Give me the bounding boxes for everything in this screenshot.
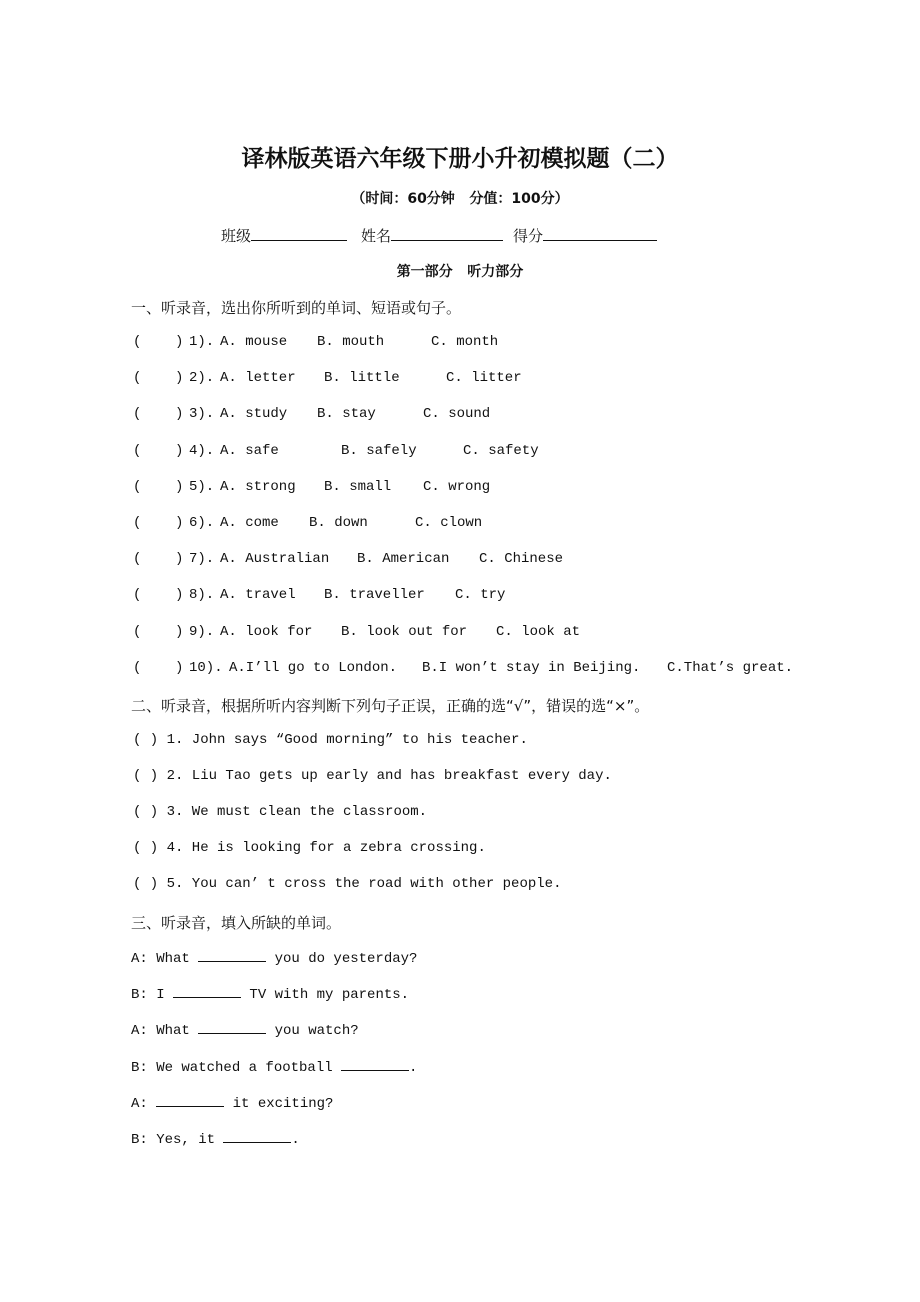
answer-blank[interactable]: ( ) — [133, 515, 184, 531]
dialogue-line — [131, 1021, 359, 1039]
option-a: A. look for — [220, 623, 313, 640]
answer-blank[interactable]: ( ) — [133, 587, 184, 604]
answer-blank[interactable]: ( ) — [133, 478, 184, 495]
line-text: B: We watched a football — [131, 1059, 342, 1076]
answer-blank[interactable]: ( ) — [133, 659, 184, 676]
fill-in-blank[interactable] — [223, 1130, 291, 1143]
judgement-item: ( ) 5. You can’ t cross the road with other people. — [133, 876, 562, 893]
fill-in-blank[interactable] — [156, 1094, 224, 1107]
dialogue-line — [131, 1058, 417, 1076]
option-b: B. down — [309, 515, 368, 531]
option-a: A. travel — [220, 587, 296, 604]
score-label: 得分 — [513, 227, 544, 245]
answer-blank[interactable]: ( ) — [133, 406, 184, 423]
option-b: B. American — [357, 551, 450, 568]
exam-time-score: （时间：60分钟 分值：100分） — [351, 191, 569, 207]
option-b: B.I won’t stay in Beijing. — [422, 659, 641, 676]
dialogue-line — [131, 949, 417, 967]
option-c: C. clown — [415, 515, 483, 531]
option-c: C. wrong — [423, 478, 491, 495]
option-a: A. Australian — [220, 551, 330, 568]
dialogue-line — [131, 985, 409, 1003]
part-heading: 第一部分 听力部分 — [396, 264, 524, 280]
question-number: 10). — [189, 659, 223, 676]
class-label: 班级 — [221, 227, 252, 245]
line-text: B: Yes, it — [131, 1132, 224, 1148]
answer-blank[interactable]: ( ) — [133, 370, 184, 387]
option-c: C. sound — [423, 406, 491, 423]
option-b: B. mouth — [317, 334, 385, 350]
question-number: 2). — [189, 370, 215, 387]
option-c: C. month — [431, 334, 499, 350]
option-c: C. safety — [463, 442, 539, 459]
line-text: it exciting? — [224, 1095, 334, 1112]
option-b: B. stay — [317, 406, 376, 423]
line-text: A: What — [131, 1023, 199, 1040]
question-number: 8). — [189, 587, 215, 604]
class-field[interactable] — [251, 226, 347, 241]
line-text: you do yesterday? — [266, 951, 418, 967]
question-number: 7). — [189, 551, 215, 568]
fill-in-blank[interactable] — [173, 985, 241, 998]
fill-in-blank[interactable] — [198, 1021, 266, 1034]
option-a: A. strong — [220, 478, 296, 495]
answer-blank[interactable]: ( ) — [133, 551, 184, 568]
option-a: A. study — [220, 406, 288, 423]
question-number: 4). — [189, 442, 215, 459]
line-text: A: What — [131, 951, 199, 967]
student-info-line — [221, 225, 657, 246]
judgement-item: ( ) 4. He is looking for a zebra crossing. — [133, 840, 486, 857]
answer-blank[interactable]: ( ) — [133, 623, 184, 640]
section3-heading: 三、听录音，填入所缺的单词。 — [131, 914, 342, 932]
dialogue-line — [131, 1130, 300, 1148]
option-a: A. safe — [220, 442, 279, 459]
section2-heading: 二、听录音，根据所听内容判断下列句子正误，正确的选“√”，错误的选“×”。 — [131, 697, 650, 715]
dialogue-line — [131, 1094, 333, 1112]
judgement-item: ( ) 2. Liu Tao gets up early and has breakfast every day. — [133, 768, 612, 785]
option-a: A. mouse — [220, 334, 288, 350]
option-c: C. litter — [446, 370, 522, 387]
option-a: A. letter — [220, 370, 296, 387]
question-number: 6). — [189, 515, 215, 531]
line-text: . — [409, 1059, 418, 1076]
answer-blank[interactable]: ( ) — [133, 334, 184, 350]
judgement-item: ( ) 1. John says “Good morning” to his teacher. — [133, 732, 528, 748]
fill-in-blank[interactable] — [341, 1058, 409, 1071]
score-field[interactable] — [543, 226, 657, 241]
option-a: A.I’ll go to London. — [229, 659, 398, 676]
question-number: 1). — [189, 334, 215, 350]
option-b: B. safely — [341, 442, 417, 459]
option-b: B. small — [324, 478, 392, 495]
answer-blank[interactable]: ( ) — [133, 442, 184, 459]
name-label: 姓名 — [361, 227, 392, 245]
question-number: 5). — [189, 478, 215, 495]
line-text: A: — [131, 1095, 157, 1112]
line-text: TV with my parents. — [241, 987, 410, 1004]
option-a: A. come — [220, 515, 279, 531]
question-number: 3). — [189, 406, 215, 423]
option-b: B. traveller — [324, 587, 425, 604]
option-c: C. try — [455, 587, 506, 604]
section1-heading: 一、听录音，选出你所听到的单词、短语或句子。 — [131, 299, 462, 317]
line-text: . — [291, 1132, 300, 1148]
option-c: C. look at — [496, 623, 581, 640]
option-c: C.That’s great. — [667, 659, 794, 676]
option-b: B. little — [324, 370, 400, 387]
judgement-item: ( ) 3. We must clean the classroom. — [133, 804, 428, 821]
option-b: B. look out for — [341, 623, 468, 640]
option-c: C. Chinese — [479, 551, 564, 568]
question-number: 9). — [189, 623, 215, 640]
fill-in-blank[interactable] — [198, 949, 266, 962]
page-title: 译林版英语六年级下册小升初模拟题（二） — [241, 146, 679, 172]
line-text: you watch? — [266, 1023, 359, 1040]
name-field[interactable] — [391, 226, 503, 241]
line-text: B: I — [131, 987, 174, 1004]
